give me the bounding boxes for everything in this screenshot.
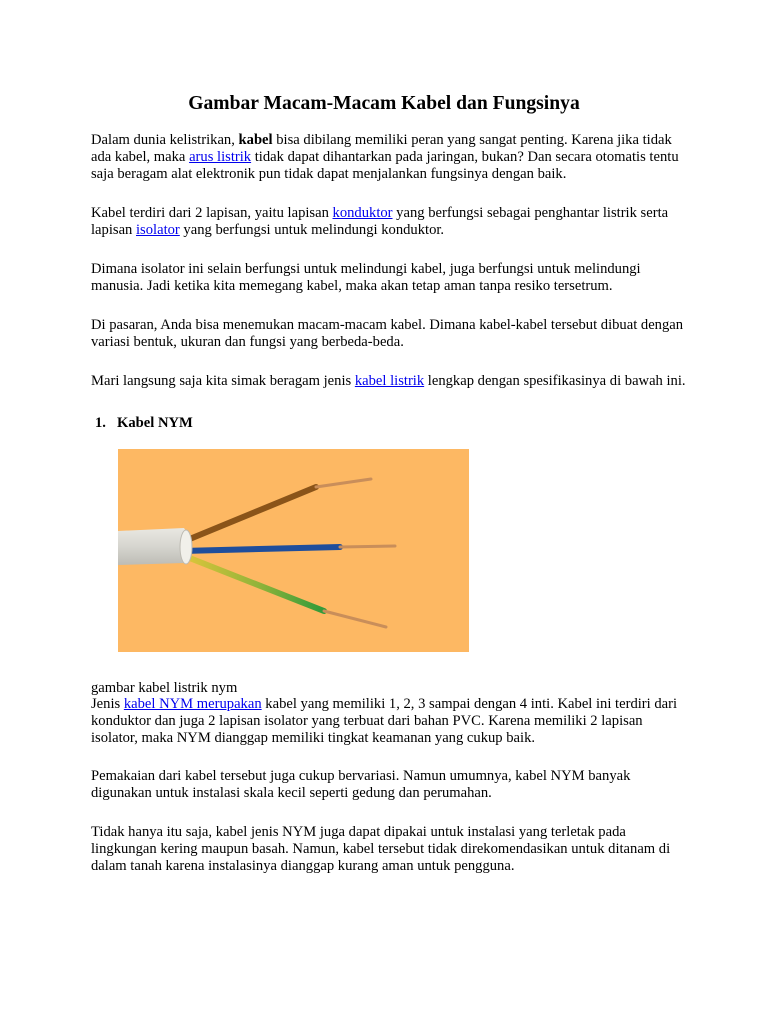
nym-cable-photo — [118, 449, 469, 652]
arus-listrik-link[interactable]: arus listrik — [189, 148, 252, 165]
sheath-end — [180, 530, 192, 564]
p2-text-3: yang berfungsi untuk melindungi konduktor. — [179, 221, 445, 238]
konduktor-link[interactable]: konduktor — [332, 205, 393, 221]
p1-text-1: Dalam dunia kelistrikan, — [91, 132, 239, 148]
blue-wire-copper — [340, 546, 395, 547]
page-title: Gambar Macam-Macam Kabel dan Fungsinya — [188, 93, 580, 114]
image-caption: gambar kabel listrik nym — [91, 680, 238, 696]
layers-paragraph — [91, 205, 691, 239]
kabel-bold: kabel — [238, 132, 273, 148]
p1-text-3: tidak dapat dihantarkan pada jaringan, bukan? Dan secara otomatis tentu saja beragam alat elektronik pun tidak dapat menjalankan fungsinya dengan baik. — [91, 148, 679, 182]
market-paragraph: Di pasaran, Anda bisa menemukan macam-macam kabel. Dimana kabel-kabel tersebut dibuat dengan variasi bentuk, ukuran dan fungsi yang berbeda-beda. — [91, 317, 684, 350]
blue-wire — [182, 547, 340, 551]
list-number: 1. — [95, 415, 106, 431]
isolator-link[interactable]: isolator — [136, 221, 180, 238]
intro-list-paragraph — [91, 373, 691, 390]
p5-text-2: lengkap dengan spesifikasinya di bawah ini. — [424, 373, 686, 389]
list-item-kabel-nym — [95, 415, 193, 432]
p6-text-1: Jenis — [91, 696, 124, 712]
list-heading: Kabel NYM — [117, 415, 193, 431]
installation-paragraph: Tidak hanya itu saja, kabel jenis NYM juga dapat dipakai untuk instalasi yang terletak pada lingkungan kering maupun basah. Namun, kabel tersebut tidak direkomendasikan untuk ditanam di dalam tanah karena instalasinya dianggap kurang aman untuk pengguna. — [91, 824, 671, 874]
kabel-nym-link[interactable]: kabel NYM merupakan — [123, 696, 262, 712]
usage-paragraph: Pemakaian dari kabel tersebut juga cukup bervariasi. Namun umumnya, kabel NYM banyak digunakan untuk instalasi skala kecil seperti gedung dan perumahan. — [91, 768, 631, 801]
p2-text-1: Kabel terdiri dari 2 lapisan, yaitu lapisan — [91, 205, 333, 221]
intro-paragraph — [91, 132, 691, 183]
p1-text-2: bisa dibilang memiliki peran yang sangat penting. Karena jika tidak ada kabel, maka — [91, 132, 672, 165]
p5-text-1: Mari langsung saja kita simak beragam jenis — [91, 373, 355, 389]
p6-text-2: kabel yang memiliki 1, 2, 3 sampai dengan 4 inti. Kabel ini terdiri dari konduktor dan juga 2 lapisan isolator yang terbuat dari bahan PVC. Karena memiliki 2 lapisan isolator, maka NYM dianggap memiliki tingkat keamanan yang cukup baik. — [91, 696, 678, 746]
kabel-listrik-link[interactable]: kabel listrik — [354, 373, 425, 389]
p2-text-2: yang berfungsi sebagai penghantar listrik serta lapisan — [91, 205, 669, 238]
nym-description-paragraph — [91, 696, 691, 747]
isolator-paragraph: Dimana isolator ini selain berfungsi untuk melindungi kabel, juga berfungsi untuk melindungi manusia. Jadi ketika kita memegang kabel, maka akan tetap aman tanpa resiko tersetrum. — [91, 261, 641, 294]
